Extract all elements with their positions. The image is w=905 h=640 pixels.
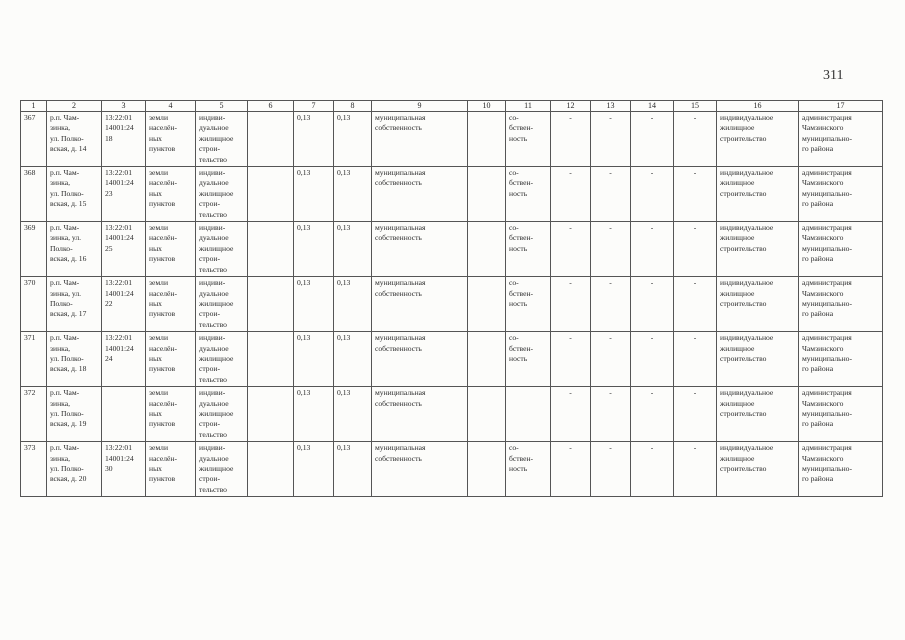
table-cell-col-17: администрация Чамзинского муниципально- го района bbox=[799, 222, 883, 277]
table-cell-col-5: индиви- дуальное жилищное строи- тельство bbox=[196, 112, 248, 167]
table-cell-col-8: 0,13 bbox=[334, 387, 372, 442]
column-number-16: 16 bbox=[717, 101, 799, 112]
table-cell-col-11 bbox=[506, 387, 551, 442]
table-cell-col-16: индивидуальное жилищное строительство bbox=[717, 332, 799, 387]
table-cell-col-16: индивидуальное жилищное строительство bbox=[717, 442, 799, 497]
table-row bbox=[21, 387, 883, 442]
table-cell-col-6 bbox=[248, 332, 294, 387]
table-cell-col-4: земли населён- ных пунктов bbox=[146, 442, 196, 497]
table-row bbox=[21, 112, 883, 167]
table-cell-col-8: 0,13 bbox=[334, 112, 372, 167]
table-cell-col-17: администрация Чамзинского муниципально- го района bbox=[799, 277, 883, 332]
table-cell-col-16: индивидуальное жилищное строительство bbox=[717, 167, 799, 222]
table-row bbox=[21, 167, 883, 222]
table-cell-col-13: - bbox=[591, 277, 631, 332]
table-cell-col-10 bbox=[468, 167, 506, 222]
table-cell-col-13: - bbox=[591, 222, 631, 277]
table-cell-col-6 bbox=[248, 222, 294, 277]
table-cell-col-9: муниципальная собственность bbox=[372, 277, 468, 332]
table-cell-col-5: индиви- дуальное жилищное строи- тельство bbox=[196, 442, 248, 497]
table-cell-col-10 bbox=[468, 112, 506, 167]
table-cell-col-2: р.п. Чам- зинка, ул. Полко- вская, д. 14 bbox=[47, 112, 102, 167]
table-cell-col-5: индиви- дуальное жилищное строи- тельство bbox=[196, 387, 248, 442]
table-cell-col-7: 0,13 bbox=[294, 387, 334, 442]
table-cell-col-13: - bbox=[591, 167, 631, 222]
column-number-8: 8 bbox=[334, 101, 372, 112]
table-cell-col-13: - bbox=[591, 112, 631, 167]
table-cell-col-1: 372 bbox=[21, 387, 47, 442]
column-number-12: 12 bbox=[551, 101, 591, 112]
table-cell-col-12: - bbox=[551, 222, 591, 277]
table-cell-col-14: - bbox=[631, 167, 674, 222]
table-cell-col-11: со- бствен- ность bbox=[506, 277, 551, 332]
column-number-11: 11 bbox=[506, 101, 551, 112]
table-cell-col-2: р.п. Чам- зинка, ул. Полко- вская, д. 16 bbox=[47, 222, 102, 277]
table-cell-col-6 bbox=[248, 277, 294, 332]
column-number-5: 5 bbox=[196, 101, 248, 112]
table-cell-col-12: - bbox=[551, 277, 591, 332]
table-cell-col-15: - bbox=[674, 332, 717, 387]
table-cell-col-1: 373 bbox=[21, 442, 47, 497]
table-cell-col-4: земли населён- ных пунктов bbox=[146, 277, 196, 332]
table-cell-col-4: земли населён- ных пунктов bbox=[146, 222, 196, 277]
table-cell-col-2: р.п. Чам- зинка, ул. Полко- вская, д. 20 bbox=[47, 442, 102, 497]
table-cell-col-6 bbox=[248, 112, 294, 167]
table-cell-col-11: со- бствен- ность bbox=[506, 112, 551, 167]
column-number-6: 6 bbox=[248, 101, 294, 112]
table-cell-col-16: индивидуальное жилищное строительство bbox=[717, 387, 799, 442]
table-cell-col-9: муниципальная собственность bbox=[372, 112, 468, 167]
table-cell-col-2: р.п. Чам- зинка, ул. Полко- вская, д. 18 bbox=[47, 332, 102, 387]
table-cell-col-14: - bbox=[631, 332, 674, 387]
table-cell-col-12: - bbox=[551, 332, 591, 387]
table-cell-col-10 bbox=[468, 222, 506, 277]
table-cell-col-12: - bbox=[551, 387, 591, 442]
column-number-4: 4 bbox=[146, 101, 196, 112]
table-cell-col-6 bbox=[248, 387, 294, 442]
table-cell-col-13: - bbox=[591, 387, 631, 442]
column-number-9: 9 bbox=[372, 101, 468, 112]
table-cell-col-17: администрация Чамзинского муниципально- го района bbox=[799, 112, 883, 167]
table-cell-col-5: индиви- дуальное жилищное строи- тельство bbox=[196, 277, 248, 332]
table-cell-col-15: - bbox=[674, 277, 717, 332]
table-cell-col-1: 369 bbox=[21, 222, 47, 277]
table-cell-col-12: - bbox=[551, 442, 591, 497]
column-number-7: 7 bbox=[294, 101, 334, 112]
registry-body bbox=[21, 101, 883, 497]
table-cell-col-9: муниципальная собственность bbox=[372, 332, 468, 387]
table-cell-col-2: р.п. Чам- зинка, ул. Полко- вская, д. 19 bbox=[47, 387, 102, 442]
table-cell-col-10 bbox=[468, 332, 506, 387]
table-cell-col-17: администрация Чамзинского муниципально- го района bbox=[799, 387, 883, 442]
table-cell-col-3: 13:22:01 14001:24 18 bbox=[102, 112, 146, 167]
table-cell-col-1: 371 bbox=[21, 332, 47, 387]
table-cell-col-14: - bbox=[631, 277, 674, 332]
table-cell-col-4: земли населён- ных пунктов bbox=[146, 167, 196, 222]
table-cell-col-9: муниципальная собственность bbox=[372, 387, 468, 442]
column-number-2: 2 bbox=[47, 101, 102, 112]
table-cell-col-5: индиви- дуальное жилищное строи- тельство bbox=[196, 222, 248, 277]
table-cell-col-3: 13:22:01 14001:24 24 bbox=[102, 332, 146, 387]
table-cell-col-17: администрация Чамзинского муниципально- го района bbox=[799, 167, 883, 222]
table-cell-col-10 bbox=[468, 387, 506, 442]
table-cell-col-17: администрация Чамзинского муниципально- го района bbox=[799, 442, 883, 497]
table-cell-col-11: со- бствен- ность bbox=[506, 167, 551, 222]
table-cell-col-8: 0,13 bbox=[334, 332, 372, 387]
column-number-14: 14 bbox=[631, 101, 674, 112]
table-cell-col-11: со- бствен- ность bbox=[506, 222, 551, 277]
table-cell-col-3: 13:22:01 14001:24 22 bbox=[102, 277, 146, 332]
table-cell-col-7: 0,13 bbox=[294, 332, 334, 387]
table-cell-col-16: индивидуальное жилищное строительство bbox=[717, 112, 799, 167]
table-cell-col-6 bbox=[248, 442, 294, 497]
table-cell-col-8: 0,13 bbox=[334, 442, 372, 497]
table-cell-col-3: 13:22:01 14001:24 25 bbox=[102, 222, 146, 277]
table-cell-col-10 bbox=[468, 442, 506, 497]
table-cell-col-11: со- бствен- ность bbox=[506, 332, 551, 387]
table-row bbox=[21, 277, 883, 332]
table-cell-col-4: земли населён- ных пунктов bbox=[146, 387, 196, 442]
column-number-1: 1 bbox=[21, 101, 47, 112]
table-cell-col-17: администрация Чамзинского муниципально- го района bbox=[799, 332, 883, 387]
table-cell-col-13: - bbox=[591, 442, 631, 497]
table-cell-col-15: - bbox=[674, 167, 717, 222]
column-number-17: 17 bbox=[799, 101, 883, 112]
table-cell-col-11: со- бствен- ность bbox=[506, 442, 551, 497]
table-cell-col-9: муниципальная собственность bbox=[372, 167, 468, 222]
table-cell-col-6 bbox=[248, 167, 294, 222]
table-cell-col-10 bbox=[468, 277, 506, 332]
registry-table bbox=[20, 100, 883, 497]
table-cell-col-7: 0,13 bbox=[294, 167, 334, 222]
header-row bbox=[21, 101, 883, 112]
table-cell-col-9: муниципальная собственность bbox=[372, 442, 468, 497]
table-cell-col-3: 13:22:01 14001:24 30 bbox=[102, 442, 146, 497]
table-cell-col-15: - bbox=[674, 387, 717, 442]
table-cell-col-2: р.п. Чам- зинка, ул. Полко- вская, д. 15 bbox=[47, 167, 102, 222]
table-cell-col-1: 368 bbox=[21, 167, 47, 222]
table-cell-col-7: 0,13 bbox=[294, 222, 334, 277]
column-number-13: 13 bbox=[591, 101, 631, 112]
table-cell-col-16: индивидуальное жилищное строительство bbox=[717, 222, 799, 277]
page-number: 311 bbox=[823, 68, 844, 83]
table-cell-col-5: индиви- дуальное жилищное строи- тельство bbox=[196, 167, 248, 222]
table-cell-col-2: р.п. Чам- зинка, ул. Полко- вская, д. 17 bbox=[47, 277, 102, 332]
table-cell-col-8: 0,13 bbox=[334, 167, 372, 222]
column-number-3: 3 bbox=[102, 101, 146, 112]
table-cell-col-4: земли населён- ных пунктов bbox=[146, 112, 196, 167]
table-cell-col-7: 0,13 bbox=[294, 442, 334, 497]
table-cell-col-15: - bbox=[674, 112, 717, 167]
table-cell-col-14: - bbox=[631, 387, 674, 442]
table-cell-col-16: индивидуальное жилищное строительство bbox=[717, 277, 799, 332]
table-cell-col-7: 0,13 bbox=[294, 112, 334, 167]
table-cell-col-13: - bbox=[591, 332, 631, 387]
table-cell-col-4: земли населён- ных пунктов bbox=[146, 332, 196, 387]
table-cell-col-12: - bbox=[551, 112, 591, 167]
table-cell-col-1: 370 bbox=[21, 277, 47, 332]
table-cell-col-3: 13:22:01 14001:24 23 bbox=[102, 167, 146, 222]
table-cell-col-14: - bbox=[631, 112, 674, 167]
table-row bbox=[21, 442, 883, 497]
column-number-15: 15 bbox=[674, 101, 717, 112]
table-cell-col-14: - bbox=[631, 442, 674, 497]
table-cell-col-3 bbox=[102, 387, 146, 442]
table-cell-col-9: муниципальная собственность bbox=[372, 222, 468, 277]
table-cell-col-14: - bbox=[631, 222, 674, 277]
table-cell-col-1: 367 bbox=[21, 112, 47, 167]
table-cell-col-8: 0,13 bbox=[334, 222, 372, 277]
table-row bbox=[21, 332, 883, 387]
table-cell-col-5: индиви- дуальное жилищное строи- тельство bbox=[196, 332, 248, 387]
table-cell-col-15: - bbox=[674, 442, 717, 497]
table-row bbox=[21, 222, 883, 277]
table-cell-col-12: - bbox=[551, 167, 591, 222]
column-number-10: 10 bbox=[468, 101, 506, 112]
table-cell-col-15: - bbox=[674, 222, 717, 277]
table-cell-col-7: 0,13 bbox=[294, 277, 334, 332]
table-cell-col-8: 0,13 bbox=[334, 277, 372, 332]
